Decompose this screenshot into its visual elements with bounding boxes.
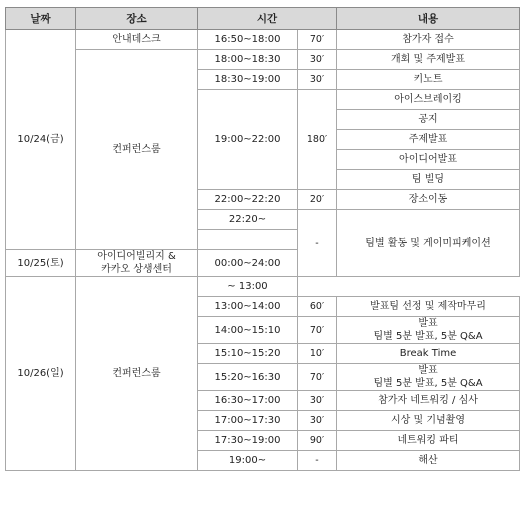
place-line: 아이디어빌리지 & [97,251,176,262]
duration-cell: 90′ [298,431,337,451]
duration-cell: 70′ [298,30,337,50]
date-cell: 10/25(토) [6,250,76,277]
duration-cell: 70′ [298,364,337,391]
time-cell: 18:00~18:30 [198,50,298,70]
content-cell: 키노트 [337,70,520,90]
content-cell: 시상 및 기념촬영 [337,411,520,431]
duration-cell: 10′ [298,344,337,364]
content-cell: Break Time [337,344,520,364]
content-line: 팀별 5분 발표, 5분 Q&A [373,378,483,389]
time-cell: 18:30~19:00 [198,70,298,90]
place-line: 카카오 상생센터 [101,264,172,275]
duration-cell: 30′ [298,50,337,70]
content-cell: 공지 [337,110,520,130]
duration-cell: 30′ [298,70,337,90]
duration-cell: - [298,210,337,277]
header-place: 장소 [76,8,198,30]
content-cell [337,317,520,344]
content-cell: 참가자 네트워킹 / 심사 [337,391,520,411]
content-line: 팀별 5분 발표, 5분 Q&A [373,331,483,342]
content-cell: 팀 빌딩 [337,170,520,190]
duration-cell: 180′ [298,90,337,190]
header-date: 날짜 [6,8,76,30]
time-cell: 00:00~24:00 [198,250,298,277]
place-cell: 컨퍼런스룸 [76,50,198,250]
date-cell: 10/24(금) [6,30,76,250]
time-cell: 19:00~22:00 [198,90,298,190]
header-content: 내용 [337,8,520,30]
content-cell [337,364,520,391]
duration-cell: 60′ [298,297,337,317]
time-cell: 17:30~19:00 [198,431,298,451]
time-cell: 22:20~ [198,210,298,230]
time-cell: ~ 13:00 [198,277,298,297]
place-cell: 안내데스크 [76,30,198,50]
table-row [6,30,520,50]
time-cell: 19:00~ [198,451,298,471]
time-cell: 17:00~17:30 [198,411,298,431]
place-cell [76,250,198,277]
place-cell: 컨퍼런스룸 [76,277,198,471]
content-cell: 발표팀 선정 및 제작마무리 [337,297,520,317]
content-cell: 개회 및 주제발표 [337,50,520,70]
content-cell: 주제발표 [337,130,520,150]
content-cell: 장소이동 [337,190,520,210]
time-cell: 16:30~17:00 [198,391,298,411]
header-row [6,8,520,30]
content-cell: 네트워킹 파티 [337,431,520,451]
time-cell-empty [198,230,298,250]
time-cell: 14:00~15:10 [198,317,298,344]
duration-cell: 20′ [298,190,337,210]
table-row [6,277,520,297]
content-cell: 참가자 접수 [337,30,520,50]
content-line: 발표 [418,365,438,376]
date-cell: 10/26(일) [6,277,76,471]
time-cell: 13:00~14:00 [198,297,298,317]
content-cell: 팀별 활동 및 게이미피케이션 [337,210,520,277]
duration-cell: - [298,451,337,471]
duration-cell: 30′ [298,391,337,411]
content-cell: 해산 [337,451,520,471]
content-cell: 아이스브레이킹 [337,90,520,110]
time-cell: 15:10~15:20 [198,344,298,364]
time-cell: 22:00~22:20 [198,190,298,210]
time-cell: 16:50~18:00 [198,30,298,50]
content-line: 발표 [418,318,438,329]
header-time: 시간 [198,8,337,30]
table-row [6,50,520,70]
time-cell: 15:20~16:30 [198,364,298,391]
duration-cell: 30′ [298,411,337,431]
content-cell: 아이디어발표 [337,150,520,170]
schedule-table [5,7,520,471]
duration-cell: 70′ [298,317,337,344]
